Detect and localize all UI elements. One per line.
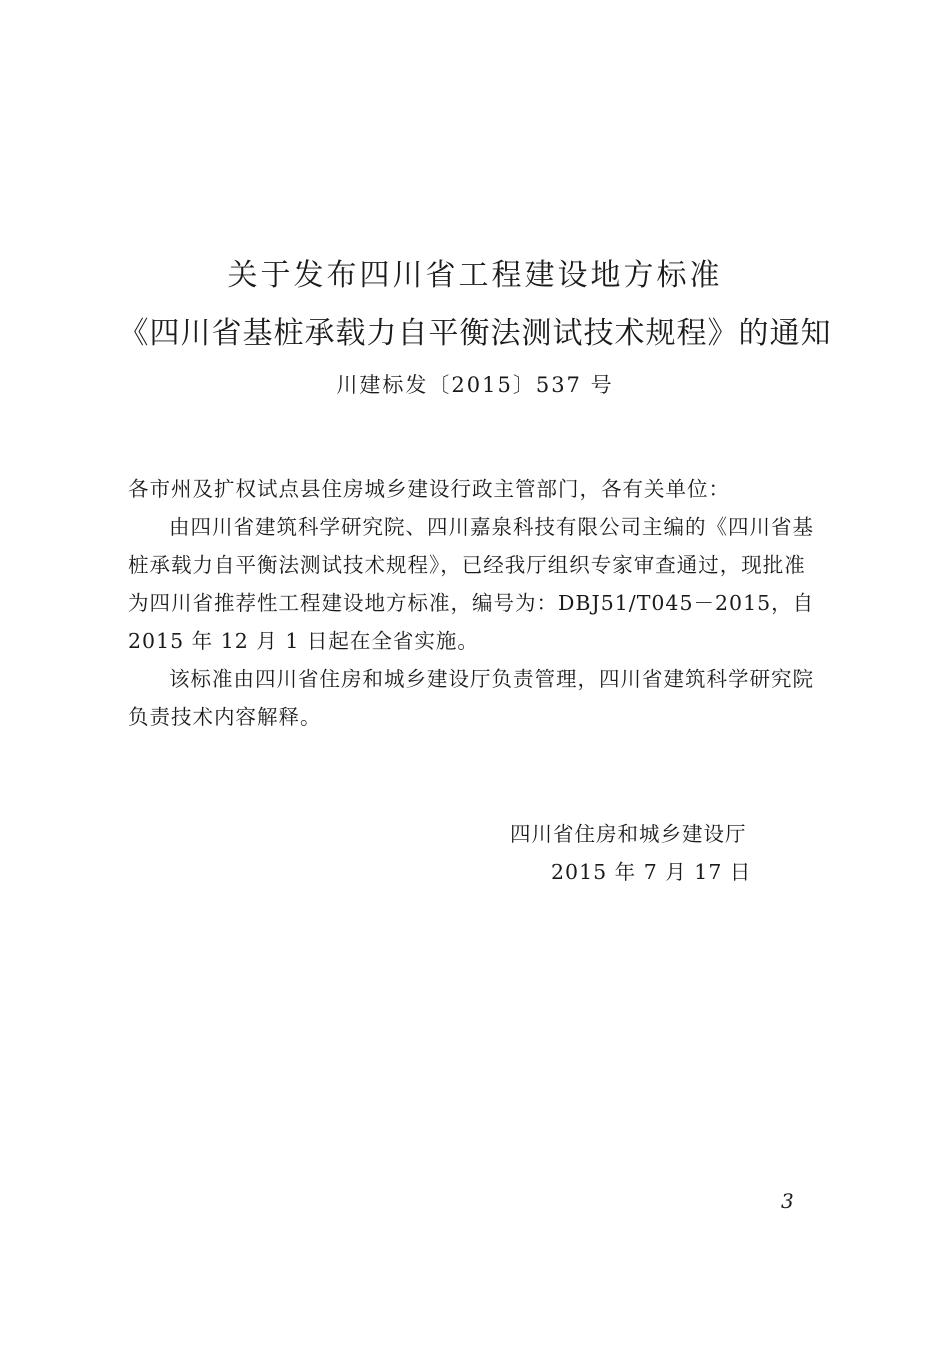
page-number: 3 [781,1189,794,1213]
notice-title-line-1: 关于发布四川省工程建设地方标准 [227,258,723,293]
salutation: 各市州及扩权试点县住房城乡建设行政主管部门，各有关单位： [128,477,730,501]
body-paragraph-2: 该标准由四川省住房和城乡建设厅负责管理，四川省建筑科学研究院负责技术内容解释。 [128,667,814,729]
document-number: 川建标发〔2015〕537 号 [336,373,614,397]
body-paragraph-1: 由四川省建筑科学研究院、四川嘉泉科技有限公司主编的《四川省基桩承载力自平衡法测试技术规程》，已经我厅组织专家审查通过，现批准为四川省推荐性工程建设地方标准，编号为：DBJ51/T045－2015，自 2015 年 12 月 1 日起在全省实施。 [128,515,815,653]
signature-date: 2015 年 7 月 17 日 [551,860,752,884]
notice-title-line-2: 《四川省基桩承载力自平衡法测试技术规程》的通知 [118,316,832,351]
signature-organization: 四川省住房和城乡建设厅 [510,822,747,846]
